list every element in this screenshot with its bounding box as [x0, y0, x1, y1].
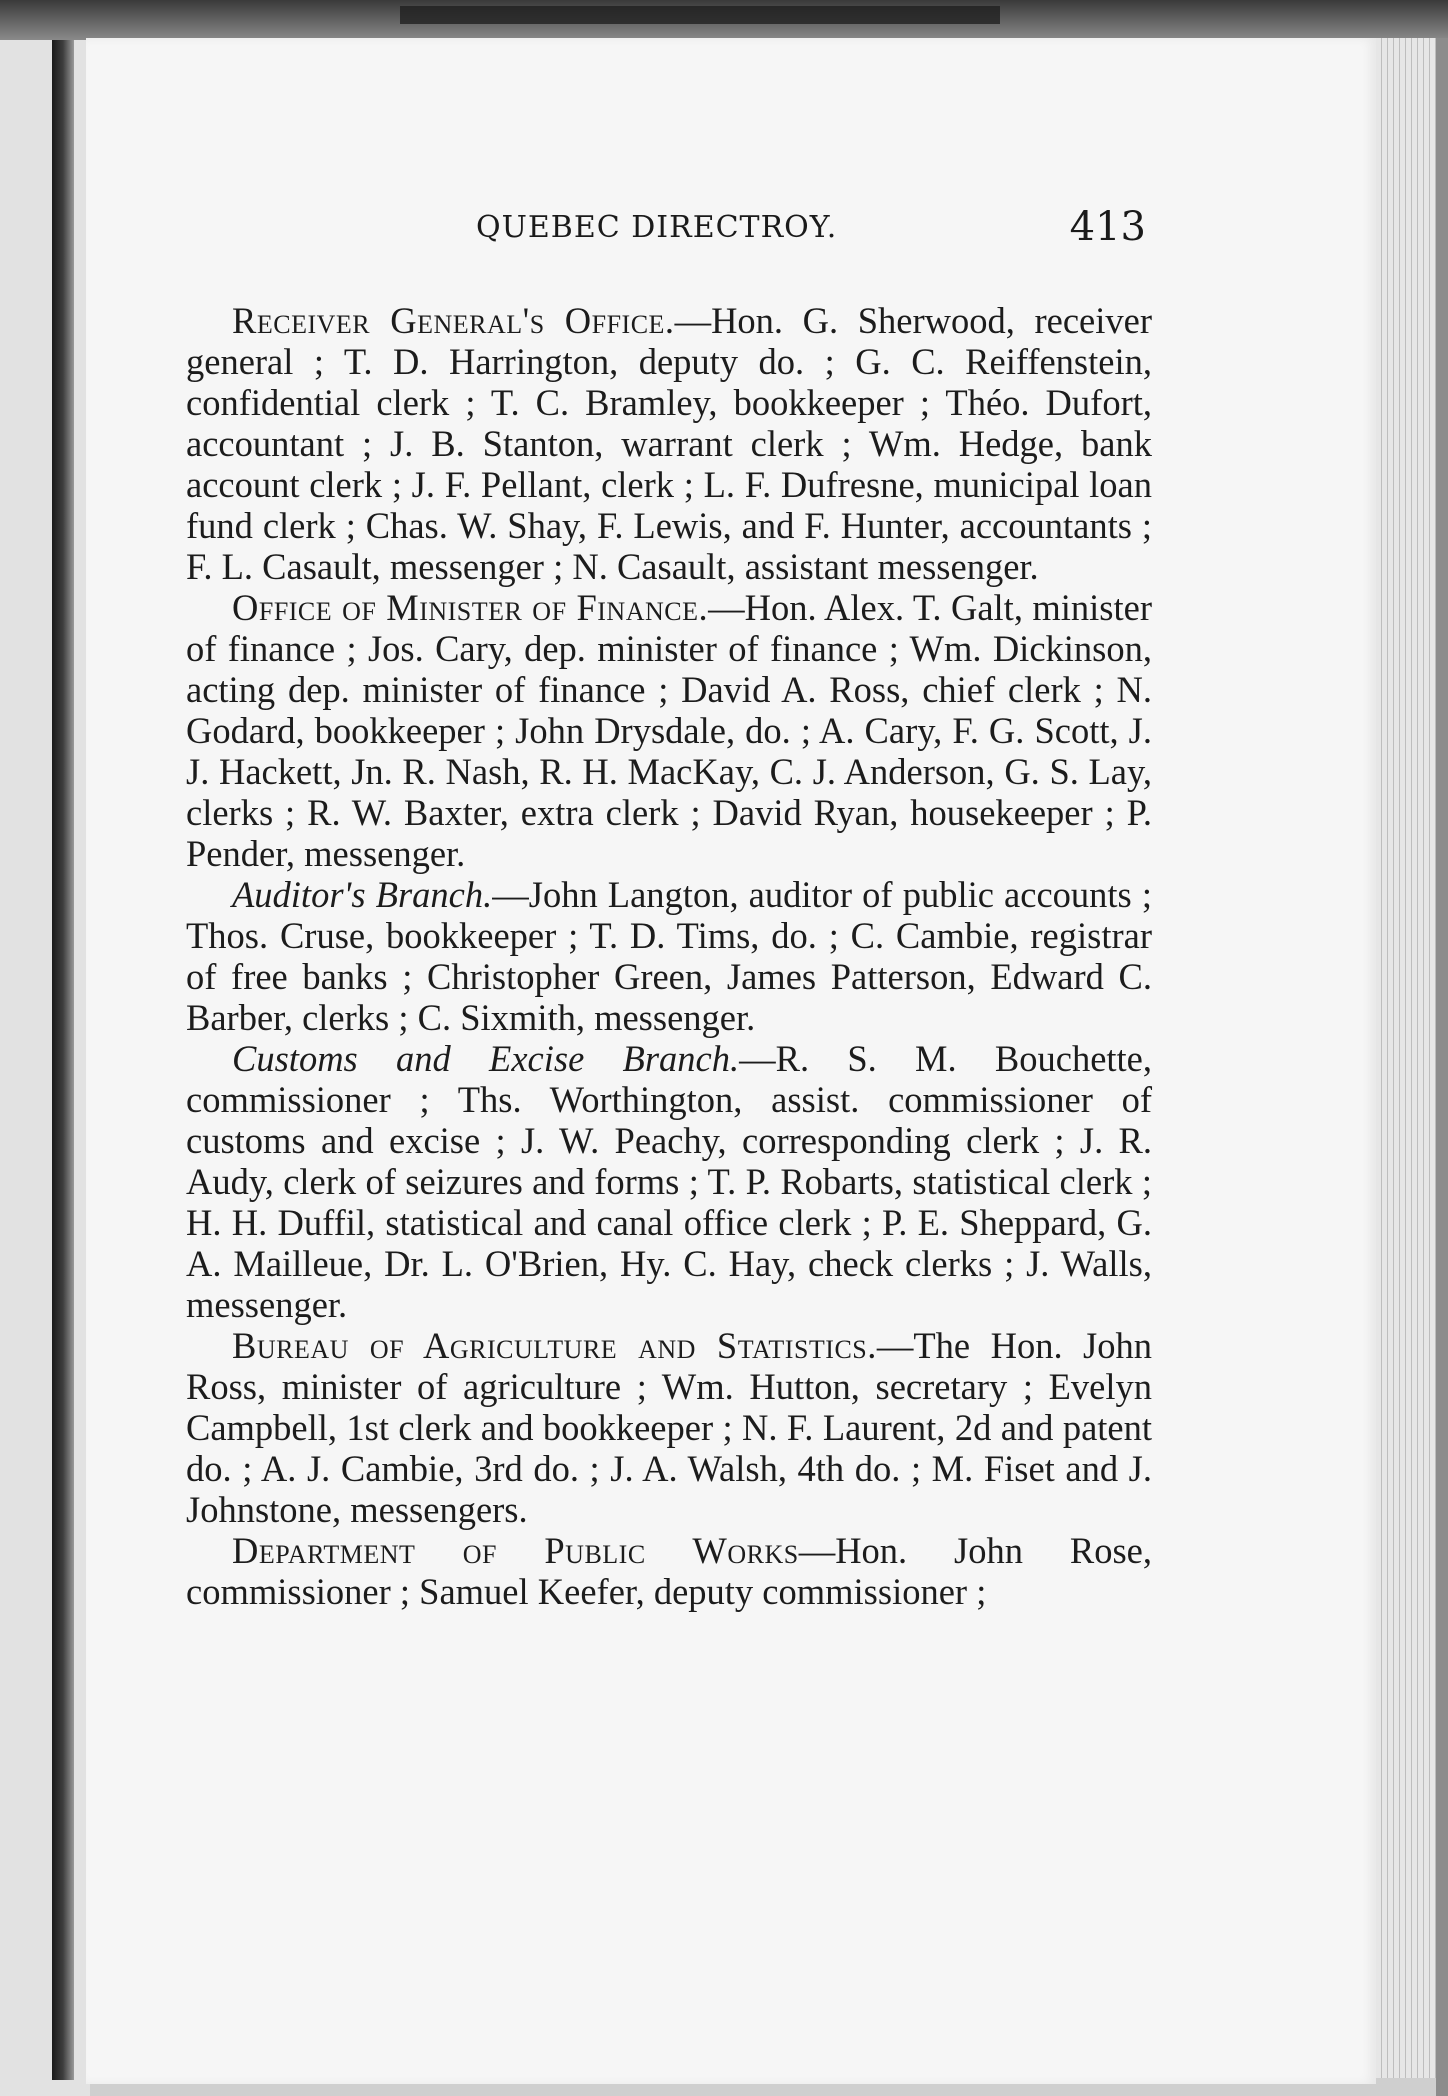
running-head	[186, 204, 1152, 266]
entry-customs-excise	[186, 1038, 1152, 1325]
directory-text	[186, 300, 1152, 1612]
scan-top-band	[400, 6, 1000, 24]
entry-text: —Hon. Alex. T. Galt, minister of finance ; Jos. Cary, dep. minister of finance ; Wm. Dickinson, acting dep. minister of finance ; David A. Ross, chief clerk ; N. Godard, bookkeeper ; John Drysdale, do. ; A. Cary, F. G. Scott, J. J. Hackett, Jn. R. Nash, R. H. MacKay, C. J. Anderson, G. S. Lay, clerks ; R. W. Baxter, extra clerk ; David Ryan, housekeeper ; P. Pender, messenger.	[186, 587, 1152, 874]
entry-text: —R. S. M. Bouchette, commissioner ; Ths. Worthington, assist. commissioner of customs and excise ; J. W. Peachy, corresponding clerk ; J. R. Audy, clerk of seizures and forms ; T. P. Robarts, statistical clerk ; H. H. Duffil, statistical and canal office clerk ; P. E. Sheppard, G. A. Mailleue, Dr. L. O'Brien, Hy. C. Hay, check clerks ; J. Walls, messenger.	[186, 1038, 1152, 1325]
entry-heading: Office of Minister of Finance.	[232, 587, 709, 628]
left-gutter	[0, 40, 90, 2096]
entry-auditors-branch	[186, 874, 1152, 1038]
book-spine-shadow	[52, 40, 74, 2080]
entry-text: —Hon. John Rose, commissioner ; Samuel Keefer, deputy commissioner ;	[186, 1530, 1152, 1612]
entry-bureau-agriculture	[186, 1325, 1152, 1530]
entry-heading: Department of Public Works	[232, 1530, 799, 1571]
running-title: QUEBEC DIRECTROY.	[476, 210, 838, 245]
entry-minister-of-finance	[186, 587, 1152, 874]
entry-heading: Receiver General's Office.	[232, 300, 675, 341]
entry-text: —The Hon. John Ross, minister of agriculture ; Wm. Hutton, secretary ; Evelyn Campbell, 1st clerk and bookkeeper ; N. F. Laurent, 2d and patent do. ; A. J. Cambie, 3rd do. ; J. A. Walsh, 4th do. ; M. Fiset and J. Johnstone, messengers.	[186, 1325, 1152, 1530]
entry-heading: Customs and Excise Branch.	[232, 1038, 740, 1079]
entry-text: —Hon. G. Sherwood, receiver general ; T. D. Harrington, deputy do. ; G. C. Reiffenstein, confidential clerk ; T. C. Bramley, bookkeeper ; Théo. Dufort, accountant ; J. B. Stanton, warrant clerk ; Wm. Hedge, bank account clerk ; J. F. Pellant, clerk ; L. F. Dufresne, municipal loan fund clerk ; Chas. W. Shay, F. Lewis, and F. Hunter, accountants ; F. L. Casault, messenger ; N. Casault, assistant messenger.	[186, 300, 1152, 587]
entry-public-works	[186, 1530, 1152, 1612]
entry-text: —John Langton, auditor of public accounts ; Thos. Cruse, bookkeeper ; T. D. Tims, do. ; C. Cambie, registrar of free banks ; Christopher Green, James Patterson, Edward C. Barber, clerks ; C. Sixmith, messenger.	[186, 874, 1152, 1038]
page-number: 413	[1069, 204, 1146, 250]
entry-heading: Auditor's Branch.	[232, 874, 493, 915]
entry-heading: Bureau of Agriculture and Statistics.	[232, 1325, 877, 1366]
scan-top-border	[0, 0, 1448, 40]
entry-receiver-general	[186, 300, 1152, 587]
page-edges-shadow	[1436, 38, 1448, 2096]
